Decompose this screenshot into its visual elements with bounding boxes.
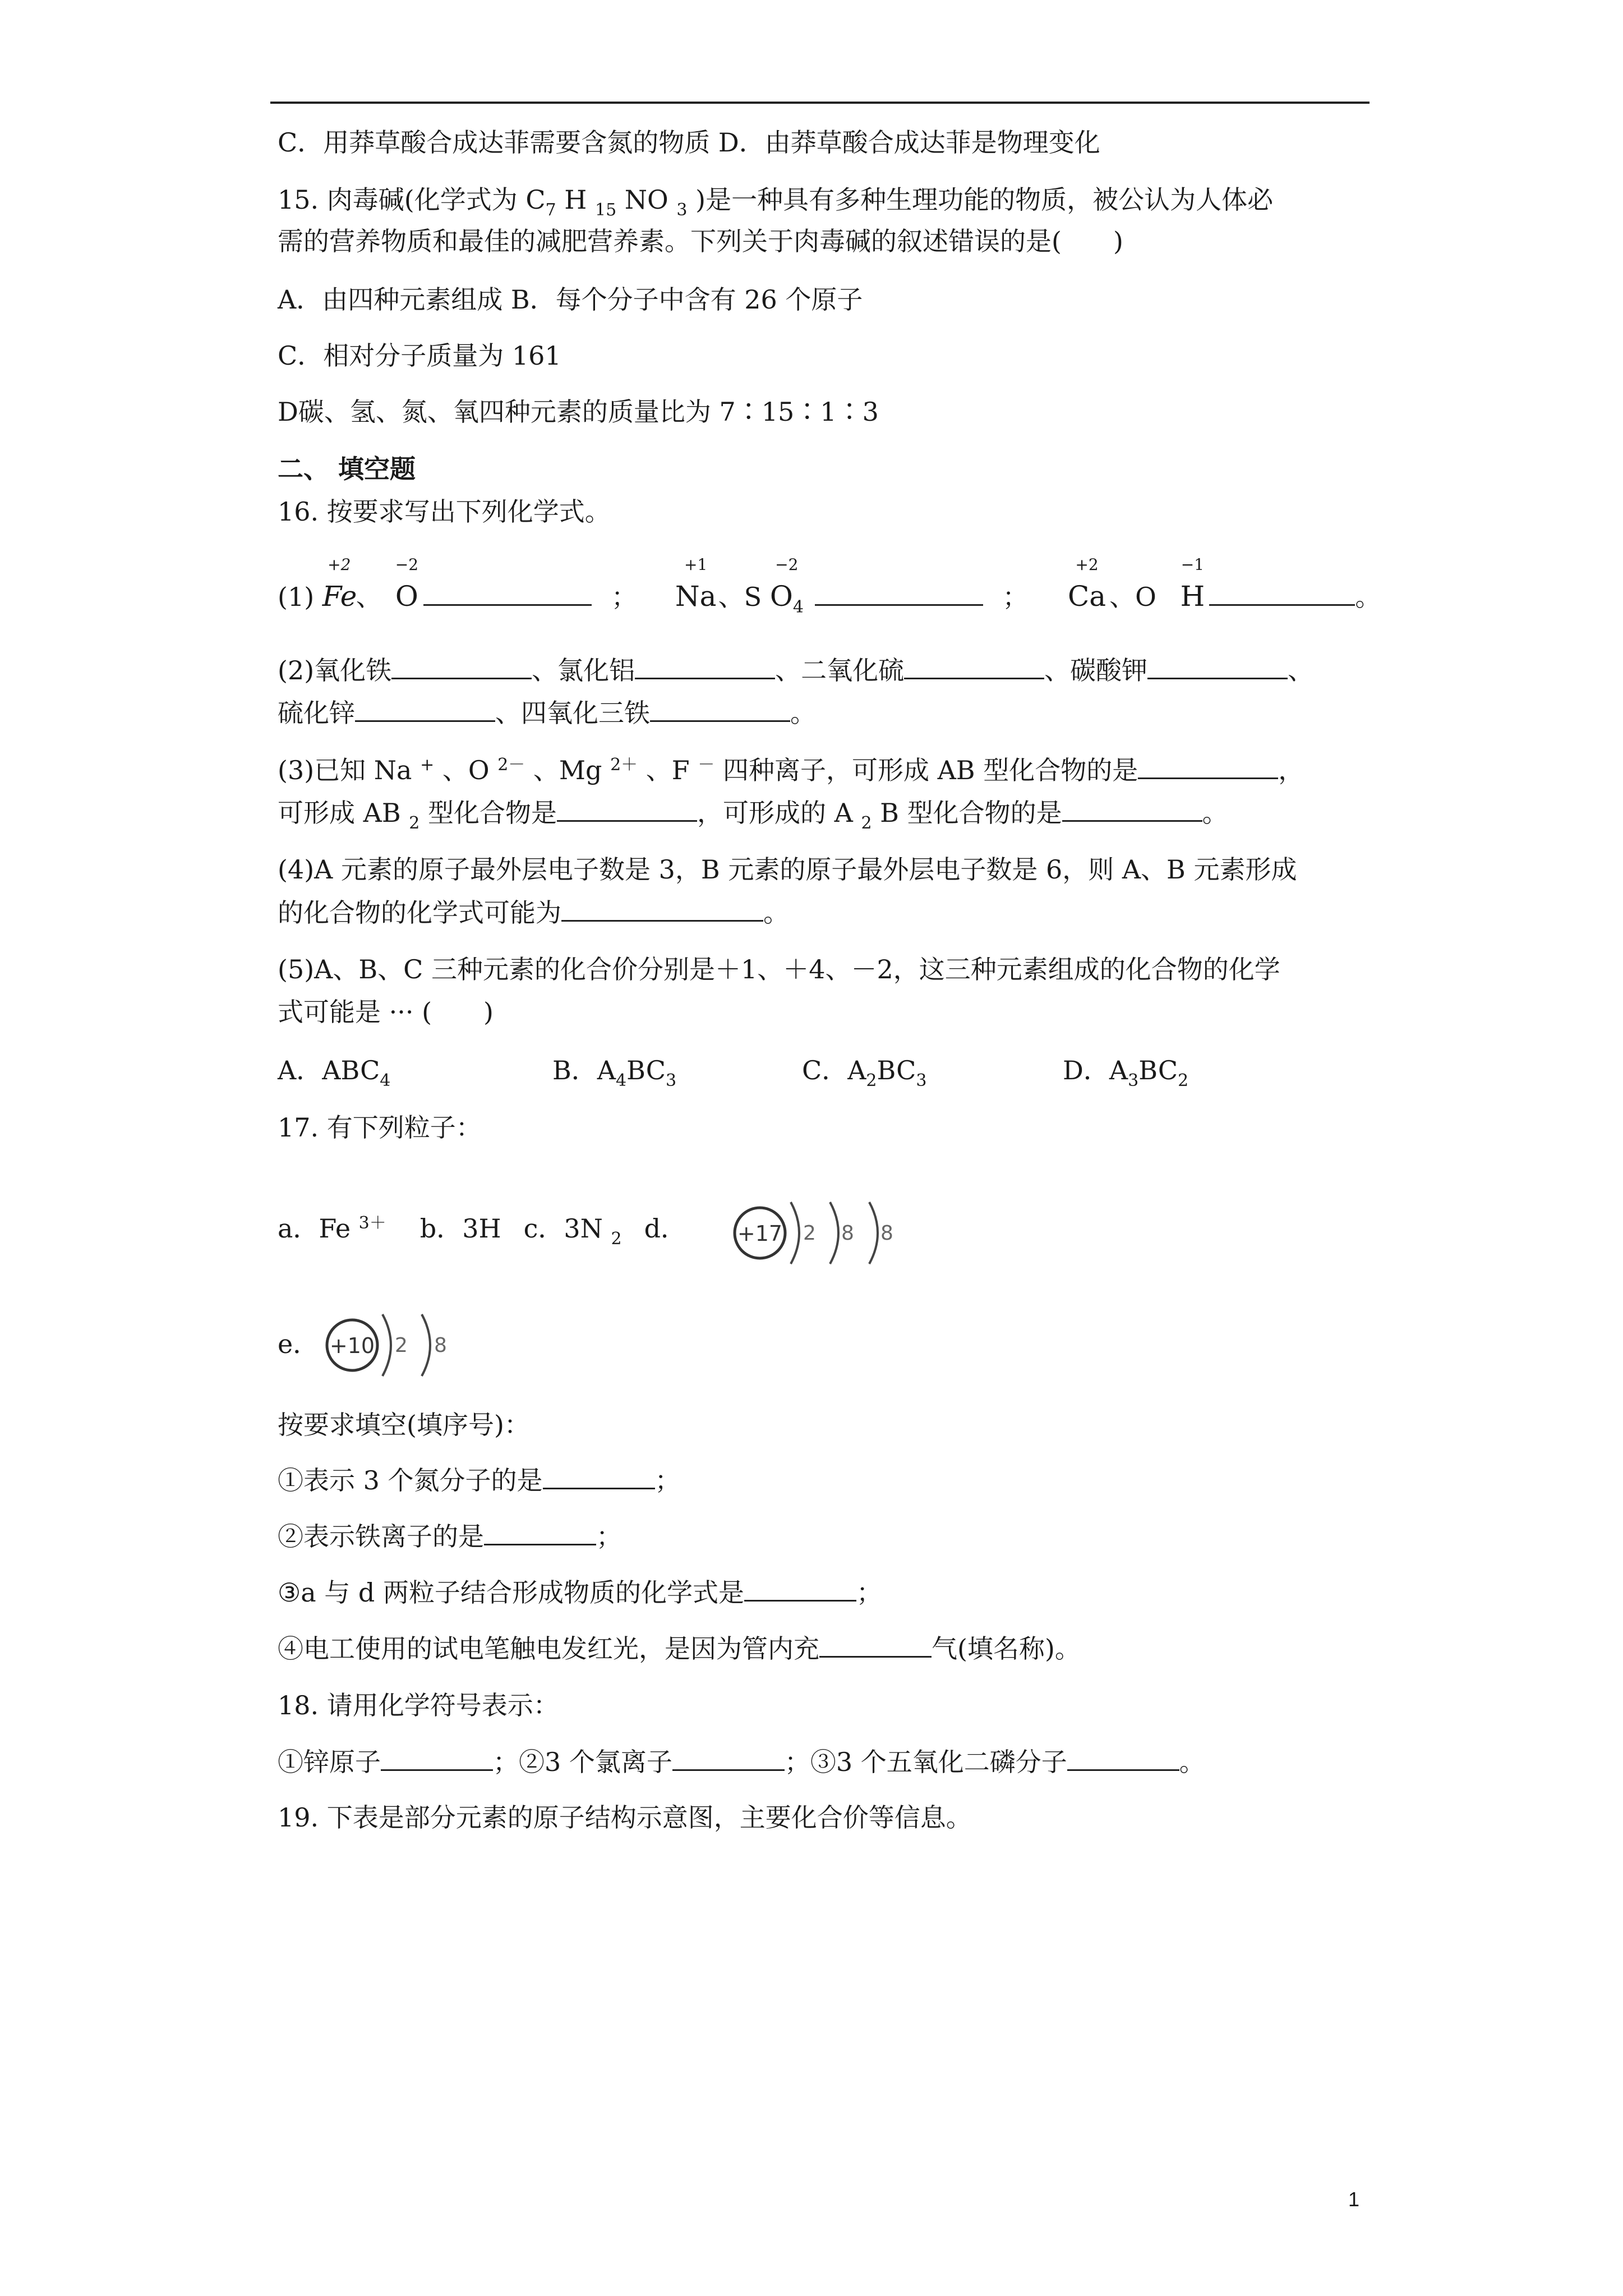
q15-stem-1: 15. 肉毒碱(化学式为 $C_7$ H $_{15}$ NO $_3$ )是一种具有多种生理功能的物质，被公认为人体必 [278,185,1274,220]
q16-part4-line1: (4)A 元素的原子最外层电子数是 3，B 元素的原子最外层电子数是 6，则 A、B 元素形成 [278,854,1297,885]
q15-option-d: D碳、氢、氮、氧四种元素的质量比为 7∶15∶1∶3 [278,397,879,427]
blank-p2o5[interactable] [1067,1745,1179,1771]
blank-ab[interactable] [1138,753,1278,779]
q15-option-c: C．相对分子质量为 161 [278,341,561,371]
valence-ca: +2 Ca [1068,555,1106,613]
atom-diagram-e [320,1306,465,1384]
q16-option-a: A．$ABC_4$ [278,1055,391,1091]
page-number: 1 [1348,2188,1359,2211]
blank-a2b[interactable] [1062,795,1202,822]
valence-o: −2 O [395,555,419,613]
header-rule [270,102,1370,104]
q16-part3-line2: 可形成 AB $_2$ 型化合物是 ，可形成的 A $_2$ B 型化合物的是 。 [278,795,1228,834]
q19-stem: 19. 下表是部分元素的原子结构示意图，主要化合价等信息。 [278,1802,972,1833]
q16-part2-line1: (2)氧化铁 、氯化铝 、二氧化硫 、碳酸钾 、 [278,653,1313,687]
q15-options-ab: A．由四种元素组成 B．每个分子中含有 26 个原子 [278,284,863,315]
blank-zn[interactable] [381,1745,493,1771]
q16-part1: (1) +2 Fe、 −2 O ； +1 Na、S −2 $O_4$ ； +2 Ca 、O −1 H 。 [278,577,1381,620]
blank-2[interactable] [815,579,983,606]
blank-so2[interactable] [904,653,1044,679]
blank-cl-ions[interactable] [672,1745,785,1771]
q17-particles-abcd: a．Fe $^{3+}$ b．3H c．3N $_2$ d． [278,1213,687,1249]
q17-item-2: ②表示铁离子的是 ； [278,1519,622,1553]
q16-option-c: C．$A_2BC_3$ [802,1055,927,1091]
shell-2-count: 8 [841,1222,854,1245]
blank-fe3o4[interactable] [650,696,790,722]
blank-ab-formula[interactable] [561,895,763,922]
valence-fe: +2 Fe [322,555,357,613]
blank-q17-1[interactable] [543,1463,655,1489]
q15-stem-2: 需的营养物质和最佳的减肥营养素。下列关于肉毒碱的叙述错误的是( ) [278,226,1123,256]
valence-na: +1 Na [675,555,717,613]
blank-fe2o3[interactable] [391,653,532,679]
q16-part5-line1: (5)A、B、C 三种元素的化合价分别是＋1、＋4、－2，这三种元素组成的化合物的化学 [278,954,1280,984]
q16-option-d: D．$A_3BC_2$ [1063,1055,1189,1091]
blank-3[interactable] [1209,579,1355,606]
shell-3-count: 8 [880,1222,893,1245]
blank-q17-4[interactable] [819,1631,932,1658]
q16-part4-line2: 的化合物的化学式可能为 。 [278,895,789,930]
q16-part3-line1: (3)已知 Na + 、O $^{2-}$ 、Mg $^{2+}$ 、F － 四种离子，可形成 AB 型化合物的是 ， [278,753,1304,791]
shell-1-count: 2 [395,1334,408,1357]
section-title-fill-blank: 二、 填空题 [278,454,416,484]
q18-stem: 18. 请用化学符号表示： [278,1690,559,1720]
shell-1-count: 2 [803,1222,816,1245]
blank-1[interactable] [423,579,592,606]
svg-text:+10: +10 [329,1333,375,1358]
blank-alcl3[interactable] [635,653,775,679]
atom-diagram-d [729,1194,909,1272]
blank-k2co3[interactable] [1147,653,1288,679]
q17-particle-e: e． [278,1329,319,1359]
blank-q17-3[interactable] [744,1575,856,1602]
q17-instruction: 按要求填空(填序号)： [278,1410,530,1440]
q16-stem: 16. 按要求写出下列化学式。 [278,496,611,527]
q17-item-4: ④电工使用的试电笔触电发红光，是因为管内充 气(填名称)。 [278,1631,1081,1665]
valence-o4: −2 $O_4$ [769,555,804,617]
q18-items: ①锌原子 ；②3 个氯离子 ；③3 个五氧化二磷分子 。 [278,1745,1205,1779]
shell-2-count: 8 [434,1334,447,1357]
valence-h: −1 H [1180,555,1205,613]
q17-stem: 17. 有下列粒子： [278,1112,482,1143]
q17-item-3: ③a 与 d 两粒子结合形成物质的化学式是 ； [278,1575,882,1609]
blank-q17-2[interactable] [484,1519,596,1545]
svg-text:+17: +17 [737,1221,783,1246]
line-option-cd: C．用莽草酸合成达菲需要含氮的物质 D．由莽草酸合成达菲是物理变化 [278,127,1100,158]
blank-zns[interactable] [355,696,495,722]
q16-part2-line2: 硫化锌 、四氧化三铁 。 [278,696,816,730]
q17-item-1: ①表示 3 个氮分子的是 ； [278,1463,681,1497]
q16-option-b: B．$A_4BC_3$ [552,1055,677,1091]
blank-ab2[interactable] [557,795,697,822]
q16-part5-line2: 式可能是 ··· ( ) [278,997,494,1027]
